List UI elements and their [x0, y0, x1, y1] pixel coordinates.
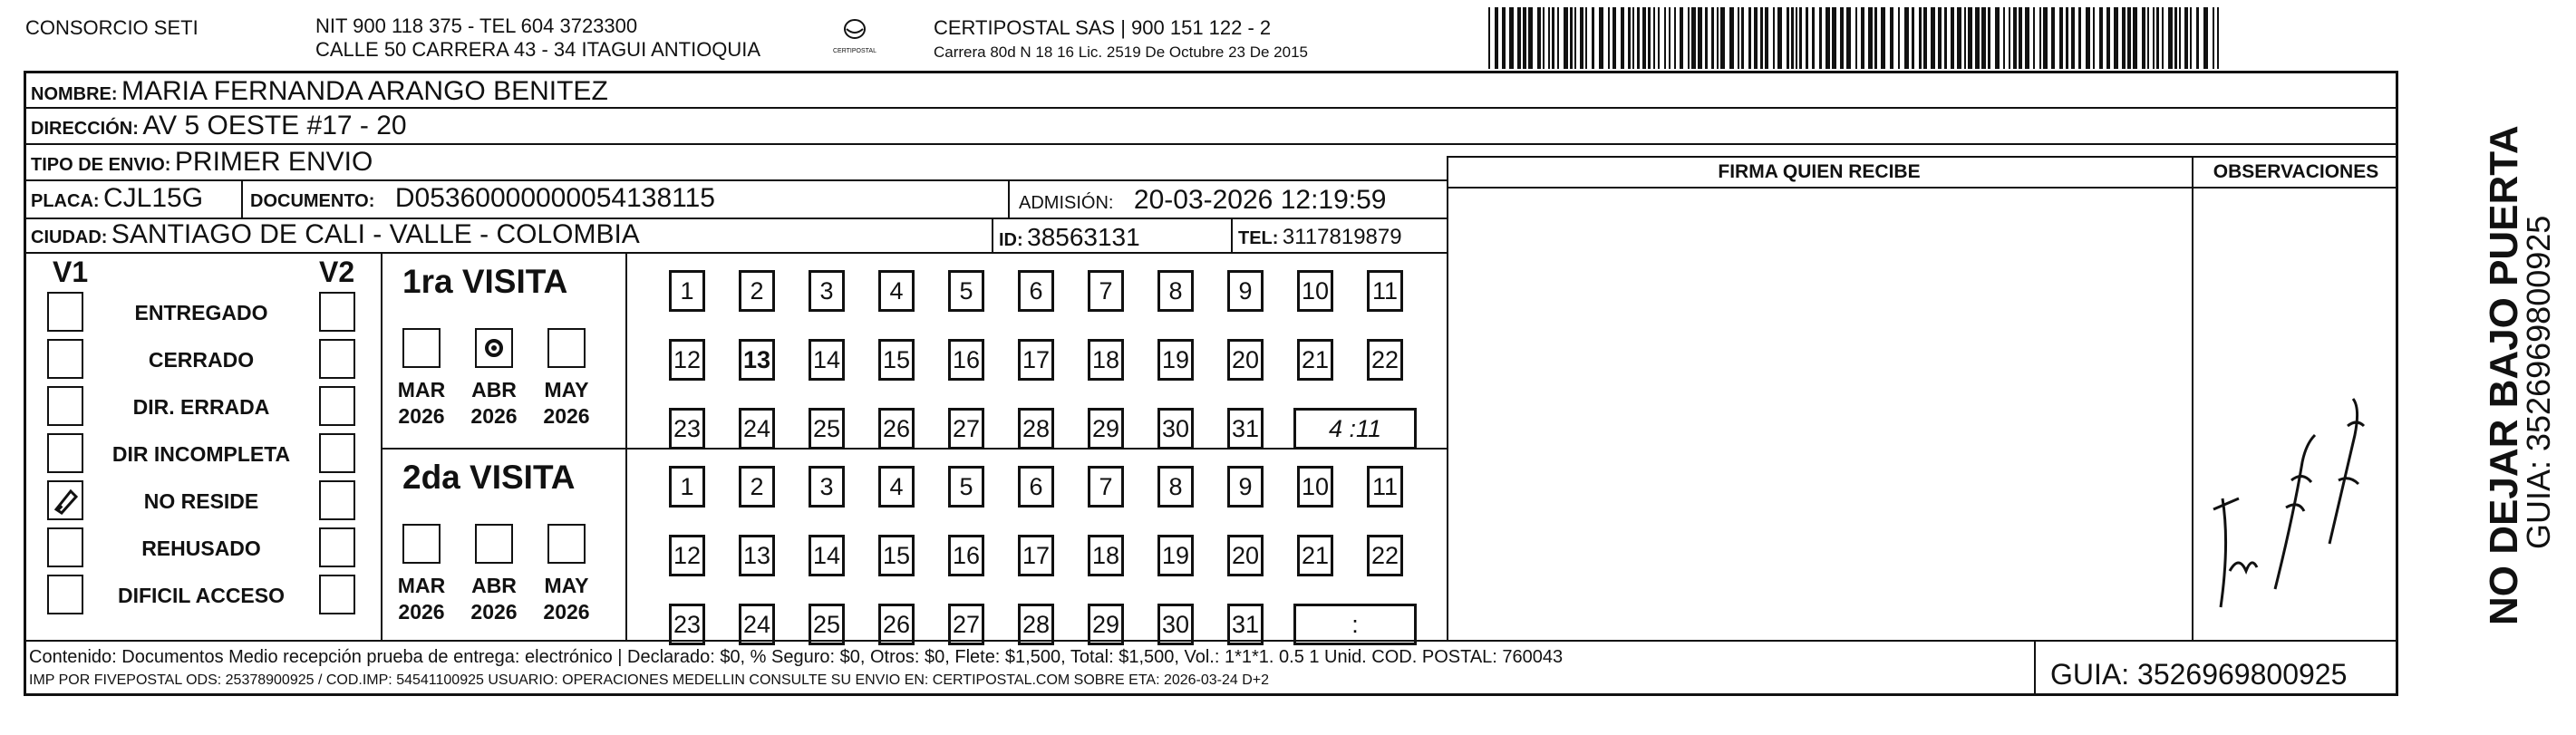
- carrier-address: Carrera 80d N 18 16 Lic. 2519 De Octubre 23 De 2015: [934, 44, 1308, 61]
- second-visit-time[interactable]: :: [1293, 604, 1417, 645]
- no-dejar-warning: NO DEJAR BAJO PUERTA: [2482, 125, 2526, 625]
- barcode-bar: [2025, 7, 2029, 69]
- month-label: ABR: [471, 378, 517, 401]
- day-box[interactable]: 2: [739, 466, 775, 508]
- barcode-bar: [1523, 7, 1526, 69]
- barcode-bar: [2213, 7, 2214, 69]
- reason-label: DIR INCOMPLETA: [111, 442, 291, 466]
- footer-imp: IMP POR FIVEPOSTAL ODS: 25378900925 / COD.IMP: 54541100925 USUARIO: OPERACIONES MEDELLIN CONSULTE SU ENVIO EN: CERTIPOSTAL.COM SOBRE ETA: 2026-03-24 D+2: [29, 672, 1270, 688]
- barcode-bar: [1664, 7, 1666, 69]
- barcode-bar: [1812, 7, 1815, 69]
- day-box[interactable]: 3: [809, 270, 845, 312]
- day-box[interactable]: 23: [669, 604, 705, 645]
- barcode-bar: [1881, 7, 1885, 69]
- barcode-bar: [2122, 7, 2126, 69]
- footer-guia: GUIA: 3526969800925: [2050, 658, 2348, 691]
- barcode-bar: [2086, 7, 2090, 69]
- first-visit-title: 1ra VISITA: [402, 263, 568, 300]
- v1-checkbox[interactable]: [47, 527, 83, 567]
- day-box[interactable]: 24: [739, 408, 775, 450]
- barcode-bar: [1799, 7, 1802, 69]
- first-visit-time[interactable]: 4 :11: [1293, 408, 1417, 450]
- documento-value: D05360000000054138115: [394, 183, 715, 213]
- v1-checkbox[interactable]: [47, 575, 83, 614]
- reason-label: NO RESIDE: [143, 489, 259, 513]
- v2-checkbox[interactable]: [319, 339, 355, 379]
- barcode-bar: [1729, 7, 1734, 69]
- day-box[interactable]: 16: [948, 535, 984, 576]
- year-label: 2026: [398, 404, 445, 428]
- barcode-bar: [2106, 7, 2110, 69]
- month-checkbox[interactable]: [402, 328, 441, 368]
- day-box[interactable]: 31: [1227, 408, 1264, 450]
- barcode-bar: [1738, 7, 1739, 69]
- barcode-bar: [1964, 7, 1966, 69]
- day-box[interactable]: 1: [669, 270, 705, 312]
- month-checkbox[interactable]: [402, 524, 441, 564]
- day-box[interactable]: 18: [1088, 339, 1124, 381]
- day-box[interactable]: 24: [739, 604, 775, 645]
- barcode-bar: [1570, 7, 1573, 69]
- barcode-bar: [1717, 7, 1719, 69]
- barcode-bar: [1648, 7, 1651, 69]
- day-box[interactable]: 20: [1227, 535, 1264, 576]
- day-box[interactable]: 26: [878, 604, 915, 645]
- month-year-label: [395, 377, 448, 430]
- barcode-bar: [1898, 7, 1900, 69]
- reason-label: ENTREGADO: [134, 301, 268, 324]
- barcode-bar: [1754, 7, 1758, 69]
- v2-checkbox[interactable]: [319, 386, 355, 426]
- barcode-bar: [2168, 7, 2173, 69]
- barcode-bar: [1557, 7, 1559, 69]
- nombre-label: NOMBRE:: [31, 84, 118, 104]
- day-box[interactable]: 6: [1018, 270, 1054, 312]
- barcode-bar: [2184, 7, 2188, 69]
- month-checkbox[interactable]: [475, 328, 513, 368]
- v1-checkbox[interactable]: [47, 480, 83, 520]
- guia-vertical: GUIA: 3526969800925: [2520, 215, 2557, 549]
- day-box[interactable]: 29: [1088, 408, 1124, 450]
- day-box[interactable]: 7: [1088, 466, 1124, 508]
- barcode-bar: [1580, 7, 1583, 69]
- barcode-bar: [1931, 7, 1935, 69]
- reason-label: REHUSADO: [141, 537, 261, 560]
- barcode-bar: [1691, 7, 1696, 69]
- barcode-bar: [2147, 7, 2149, 69]
- day-box[interactable]: 28: [1018, 408, 1054, 450]
- ciudad-value: SANTIAGO DE CALI - VALLE - COLOMBIA: [111, 219, 640, 249]
- barcode-bar: [1748, 7, 1751, 69]
- day-box[interactable]: 26: [878, 408, 915, 450]
- certipostal-logo: [828, 16, 881, 58]
- barcode-bar: [1509, 7, 1514, 69]
- barcode-bar: [1688, 7, 1690, 69]
- barcode-bar: [1548, 7, 1550, 69]
- barcode-bar: [1564, 7, 1568, 69]
- day-box[interactable]: 29: [1088, 604, 1124, 645]
- admision-label: ADMISIÓN:: [1019, 193, 1114, 213]
- day-box[interactable]: 17: [1018, 339, 1054, 381]
- barcode-bar: [2033, 7, 2035, 69]
- barcode-bar: [2133, 7, 2137, 69]
- tipo-envio-field: [31, 147, 373, 178]
- barcode-bar: [1890, 7, 1893, 69]
- firma-label: FIRMA QUIEN RECIBE: [1718, 161, 1921, 182]
- barcode-bar: [1923, 7, 1927, 69]
- day-box[interactable]: 4: [878, 466, 915, 508]
- v2-checkbox[interactable]: [319, 480, 355, 520]
- day-box[interactable]: 27: [948, 408, 984, 450]
- day-box[interactable]: 18: [1088, 535, 1124, 576]
- v2-checkbox[interactable]: [319, 292, 355, 332]
- documento-field: [250, 183, 715, 214]
- barcode-bar: [1632, 7, 1634, 69]
- ciudad-field: [31, 219, 640, 250]
- observaciones-label: OBSERVACIONES: [2213, 161, 2379, 182]
- placa-value: CJL15G: [103, 183, 204, 213]
- day-box[interactable]: 4: [878, 270, 915, 312]
- barcode-bar: [1975, 7, 1980, 69]
- month-year-label: [468, 573, 520, 625]
- barcode-bar: [1791, 7, 1794, 69]
- barcode-bar: [1912, 7, 1914, 69]
- tel-label: TEL:: [1238, 228, 1279, 248]
- day-box[interactable]: 11: [1367, 270, 1403, 312]
- barcode-bar: [1495, 7, 1498, 69]
- day-box[interactable]: 8: [1157, 270, 1194, 312]
- v2-label: V2: [319, 256, 355, 288]
- barcode-bar: [1819, 7, 1822, 69]
- day-box[interactable]: 30: [1157, 408, 1194, 450]
- barcode-bar: [1773, 7, 1775, 69]
- month-year-label: [540, 377, 593, 430]
- barcode-bar: [2093, 7, 2095, 69]
- barcode-bar: [2009, 7, 2010, 69]
- day-box[interactable]: 14: [809, 339, 845, 381]
- admision-value: 20-03-2026 12:19:59: [1133, 185, 1387, 215]
- day-box[interactable]: 5: [948, 270, 984, 312]
- barcode-bar: [1537, 7, 1541, 69]
- nombre-value: MARIA FERNANDA ARANGO BENITEZ: [121, 76, 608, 106]
- month-checkbox[interactable]: [475, 524, 513, 564]
- barcode-bar: [2162, 7, 2164, 69]
- day-box[interactable]: 21: [1297, 339, 1333, 381]
- direccion-label: DIRECCIÓN:: [31, 119, 139, 139]
- day-box[interactable]: 13: [739, 339, 775, 381]
- barcode-bar: [2078, 7, 2081, 69]
- day-box[interactable]: 7: [1088, 270, 1124, 312]
- barcode-bar: [1608, 7, 1610, 69]
- day-box[interactable]: 10: [1297, 466, 1333, 508]
- v1-checkbox[interactable]: [47, 292, 83, 332]
- id-label: ID:: [999, 230, 1023, 250]
- ciudad-label: CIUDAD:: [31, 227, 108, 247]
- day-box[interactable]: 22: [1367, 535, 1403, 576]
- barcode-bar: [1787, 7, 1789, 69]
- day-box[interactable]: 21: [1297, 535, 1333, 576]
- tel-field: [1238, 225, 1402, 250]
- day-box[interactable]: 30: [1157, 604, 1194, 645]
- day-box[interactable]: 9: [1227, 270, 1264, 312]
- barcode-bar: [1741, 7, 1744, 69]
- barcode-bar: [1599, 7, 1603, 69]
- barcode-bar: [1760, 7, 1763, 69]
- month-year-label: [395, 573, 448, 625]
- barcode: [1488, 7, 2223, 69]
- tipo-value: PRIMER ENVIO: [174, 147, 373, 177]
- barcode-bar: [1592, 7, 1594, 69]
- nombre-field: [31, 76, 608, 107]
- admision-field: [1019, 185, 1386, 216]
- month-label: MAY: [544, 574, 589, 597]
- tel-value: 3117819879: [1282, 225, 1402, 249]
- barcode-bar: [2051, 7, 2055, 69]
- barcode-bar: [2190, 7, 2192, 69]
- day-box[interactable]: 17: [1018, 535, 1054, 576]
- barcode-bar: [1825, 7, 1830, 69]
- day-box[interactable]: 10: [1297, 270, 1333, 312]
- barcode-bar: [1846, 7, 1851, 69]
- id-field: [999, 223, 1140, 252]
- reason-label: CERRADO: [148, 348, 255, 372]
- month-label: MAR: [397, 574, 446, 597]
- second-visit-title: 2da VISITA: [402, 459, 576, 496]
- barcode-bar: [2114, 7, 2118, 69]
- barcode-bar: [1995, 7, 2000, 69]
- v2-checkbox[interactable]: [319, 575, 355, 614]
- barcode-bar: [1637, 7, 1640, 69]
- barcode-bar: [1777, 7, 1782, 69]
- barcode-bar: [2066, 7, 2068, 69]
- v2-checkbox[interactable]: [319, 433, 355, 473]
- day-box[interactable]: 9: [1227, 466, 1264, 508]
- v1-label: V1: [53, 256, 89, 288]
- barcode-bar: [1711, 7, 1714, 69]
- direccion-field: [31, 111, 407, 141]
- placa-field: [31, 183, 203, 214]
- month-year-label: [468, 377, 520, 430]
- company-name: CONSORCIO SETI: [25, 16, 199, 39]
- year-label: 2026: [470, 404, 518, 428]
- day-box[interactable]: 12: [669, 535, 705, 576]
- day-box[interactable]: 2: [739, 270, 775, 312]
- barcode-bar: [1981, 7, 1986, 69]
- barcode-bar: [2153, 7, 2155, 69]
- barcode-bar: [1653, 7, 1655, 69]
- handwritten-observation: [2203, 272, 2384, 634]
- day-box[interactable]: 1: [669, 466, 705, 508]
- day-box[interactable]: 15: [878, 339, 915, 381]
- barcode-bar: [1628, 7, 1631, 69]
- barcode-bar: [2142, 7, 2145, 69]
- barcode-bar: [1698, 7, 1702, 69]
- barcode-bar: [1951, 7, 1954, 69]
- barcode-bar: [1919, 7, 1922, 69]
- day-box[interactable]: 6: [1018, 466, 1054, 508]
- barcode-bar: [1528, 7, 1533, 69]
- barcode-bar: [2013, 7, 2017, 69]
- year-label: 2026: [470, 600, 518, 624]
- day-box[interactable]: 13: [739, 535, 775, 576]
- barcode-bar: [1488, 7, 1490, 69]
- barcode-bar: [2071, 7, 2075, 69]
- month-label: ABR: [471, 574, 517, 597]
- barcode-bar: [1574, 7, 1576, 69]
- barcode-bar: [1988, 7, 1990, 69]
- v1-checkbox[interactable]: [47, 433, 83, 473]
- month-checkbox[interactable]: [547, 524, 586, 564]
- month-checkbox[interactable]: [547, 328, 586, 368]
- barcode-bar: [1720, 7, 1725, 69]
- barcode-bar: [1868, 7, 1873, 69]
- month-label: MAR: [397, 378, 446, 401]
- year-label: 2026: [398, 600, 445, 624]
- barcode-bar: [1874, 7, 1877, 69]
- day-box[interactable]: 27: [948, 604, 984, 645]
- barcode-bar: [1806, 7, 1808, 69]
- day-box[interactable]: 14: [809, 535, 845, 576]
- barcode-bar: [1861, 7, 1864, 69]
- v2-checkbox[interactable]: [319, 527, 355, 567]
- barcode-bar: [2203, 7, 2208, 69]
- barcode-bar: [2043, 7, 2048, 69]
- month-label: MAY: [544, 378, 589, 401]
- v1-checkbox[interactable]: [47, 386, 83, 426]
- barcode-bar: [2196, 7, 2199, 69]
- barcode-bar: [1585, 7, 1587, 69]
- day-box[interactable]: 11: [1367, 466, 1403, 508]
- day-box[interactable]: 25: [809, 408, 845, 450]
- placa-label: PLACA:: [31, 191, 100, 211]
- footer-contenido: Contenido: Documentos Medio recepción prueba de entrega: electrónico | Declarado: $0, % Seguro: $0, Otros: $0, Flete: $1,500, Total: $1,500, Vol.: 1*1*1. 0.5 1 Unid. COD. POSTAL: 760043: [29, 647, 1564, 667]
- year-label: 2026: [543, 404, 590, 428]
- day-box[interactable]: 15: [878, 535, 915, 576]
- barcode-bar: [1855, 7, 1857, 69]
- barcode-bar: [2156, 7, 2159, 69]
- barcode-bar: [2059, 7, 2063, 69]
- barcode-bar: [2217, 7, 2219, 69]
- barcode-bar: [1621, 7, 1624, 69]
- barcode-bar: [1517, 7, 1521, 69]
- day-box[interactable]: 20: [1227, 339, 1264, 381]
- barcode-bar: [1705, 7, 1708, 69]
- barcode-bar: [1502, 7, 1506, 69]
- barcode-bar: [1944, 7, 1947, 69]
- logo-text: CERTIPOSTAL: [833, 48, 876, 54]
- barcode-bar: [1938, 7, 1942, 69]
- barcode-bar: [2127, 7, 2131, 69]
- day-box[interactable]: 25: [809, 604, 845, 645]
- month-year-label: [540, 573, 593, 625]
- tipo-label: TIPO DE ENVIO:: [31, 155, 171, 175]
- barcode-bar: [1832, 7, 1836, 69]
- direccion-value: AV 5 OESTE #17 - 20: [142, 111, 407, 140]
- barcode-bar: [1612, 7, 1616, 69]
- barcode-bar: [1642, 7, 1646, 69]
- reason-label: DIR. ERRADA: [132, 395, 270, 419]
- barcode-bar: [1796, 7, 1797, 69]
- day-box[interactable]: 23: [669, 408, 705, 450]
- barcode-bar: [1680, 7, 1683, 69]
- barcode-bar: [2003, 7, 2005, 69]
- day-box[interactable]: 12: [669, 339, 705, 381]
- address-line: CALLE 50 CARRERA 43 - 34 ITAGUI ANTIOQUIA: [315, 38, 761, 61]
- barcode-bar: [2099, 7, 2103, 69]
- day-box[interactable]: 3: [809, 466, 845, 508]
- day-box[interactable]: 16: [948, 339, 984, 381]
- v1-checkbox[interactable]: [47, 339, 83, 379]
- barcode-bar: [1552, 7, 1554, 69]
- day-box[interactable]: 19: [1157, 535, 1194, 576]
- day-box[interactable]: 5: [948, 466, 984, 508]
- id-value: 38563131: [1027, 223, 1140, 251]
- day-box[interactable]: 28: [1018, 604, 1054, 645]
- barcode-bar: [1968, 7, 1972, 69]
- barcode-bar: [1543, 7, 1545, 69]
- barcode-bar: [1957, 7, 1961, 69]
- day-box[interactable]: 19: [1157, 339, 1194, 381]
- barcode-bar: [2174, 7, 2177, 69]
- barcode-bar: [1658, 7, 1660, 69]
- day-box[interactable]: 22: [1367, 339, 1403, 381]
- year-label: 2026: [543, 600, 590, 624]
- barcode-bar: [2019, 7, 2022, 69]
- barcode-bar: [2039, 7, 2041, 69]
- day-box[interactable]: 31: [1227, 604, 1264, 645]
- barcode-bar: [1840, 7, 1844, 69]
- barcode-bar: [1904, 7, 1909, 69]
- barcode-bar: [1765, 7, 1768, 69]
- barcode-bar: [1674, 7, 1676, 69]
- barcode-bar: [2179, 7, 2181, 69]
- reason-label: DIFICIL ACCESO: [117, 584, 285, 607]
- nit-line: NIT 900 118 375 - TEL 604 3723300: [315, 15, 638, 37]
- barcode-bar: [1669, 7, 1671, 69]
- documento-label: DOCUMENTO:: [250, 191, 375, 211]
- carrier-line: CERTIPOSTAL SAS | 900 151 122 - 2: [934, 16, 1272, 39]
- day-box[interactable]: 8: [1157, 466, 1194, 508]
